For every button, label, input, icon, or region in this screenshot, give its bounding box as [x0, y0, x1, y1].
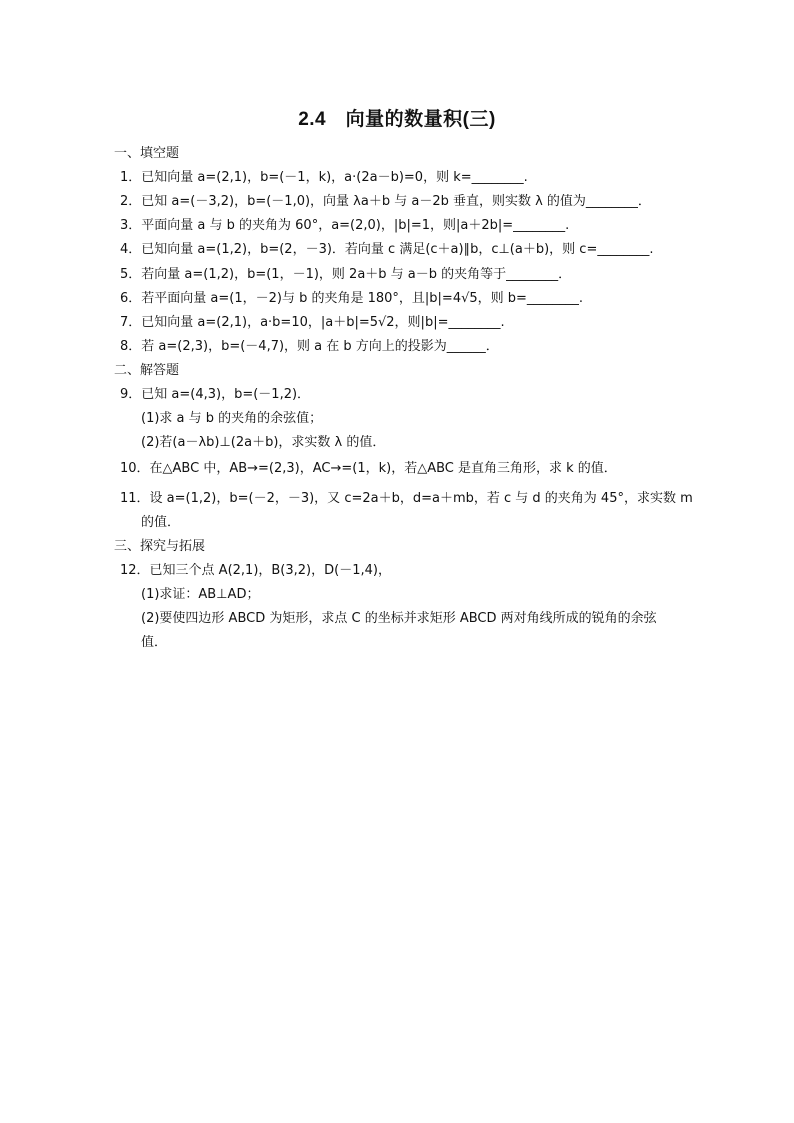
section-fill-in: 一、填空题	[114, 146, 180, 161]
question-11: 11．设 a=(1,2)，b=(－2，－3)，又 c=2a＋b，d=a＋mb，若 c 与 d 的夹角为 45°，求实数 m	[120, 491, 693, 506]
question-7: 7．已知向量 a=(2,1)，a·b=10，|a＋b|=5√2，则|b|=________.	[120, 315, 505, 330]
question-3: 3．平面向量 a 与 b 的夹角为 60°，a=(2,0)，|b|=1，则|a＋2b|=________.	[120, 218, 570, 233]
question-9-part-2: (2)若(a－λb)⊥(2a＋b)，求实数 λ 的值．	[141, 435, 386, 450]
section-explore: 三、探究与拓展	[114, 539, 206, 554]
question-10: 10．在△ABC 中，AB→=(2,3)，AC→=(1，k)，若△ABC 是直角三角形，求 k 的值．	[120, 461, 617, 476]
question-1: 1．已知向量 a=(2,1)，b=(－1，k)，a·(2a－b)=0，则 k=________.	[120, 170, 528, 185]
question-12: 12．已知三个点 A(2,1)，B(3,2)，D(－1,4)，	[120, 563, 391, 578]
section-solve: 二、解答题	[114, 363, 180, 378]
question-6: 6．若平面向量 a=(1，－2)与 b 的夹角是 180°，且|b|=4√5，则 b=________.	[120, 291, 584, 306]
question-5: 5．若向量 a=(1,2)，b=(1，－1)，则 2a＋b 与 a－b 的夹角等于________．	[120, 267, 572, 282]
question-9: 9．已知 a=(4,3)，b=(－1,2)．	[120, 387, 311, 402]
question-11-continued: 的值．	[141, 515, 181, 530]
page-title: 2.4 向量的数量积(三)	[298, 109, 496, 130]
question-12-part-1: (1)求证：AB⊥AD；	[141, 587, 260, 602]
question-8: 8．若 a=(2,3)，b=(－4,7)，则 a 在 b 方向上的投影为______．	[120, 339, 499, 354]
question-2: 2．已知 a=(－3,2)，b=(－1,0)，向量 λa＋b 与 a－2b 垂直，则实数 λ 的值为________．	[120, 194, 651, 209]
question-12-part-2-continued: 值．	[141, 635, 168, 650]
question-4: 4．已知向量 a=(1,2)，b=(2，－3)．若向量 c 满足(c＋a)∥b，c⊥(a＋b)，则 c=________.	[120, 242, 654, 257]
question-9-part-1: (1)求 a 与 b 的夹角的余弦值；	[141, 411, 323, 426]
question-12-part-2: (2)要使四边形 ABCD 为矩形，求点 C 的坐标并求矩形 ABCD 两对角线所成的锐角的余弦	[141, 611, 657, 626]
